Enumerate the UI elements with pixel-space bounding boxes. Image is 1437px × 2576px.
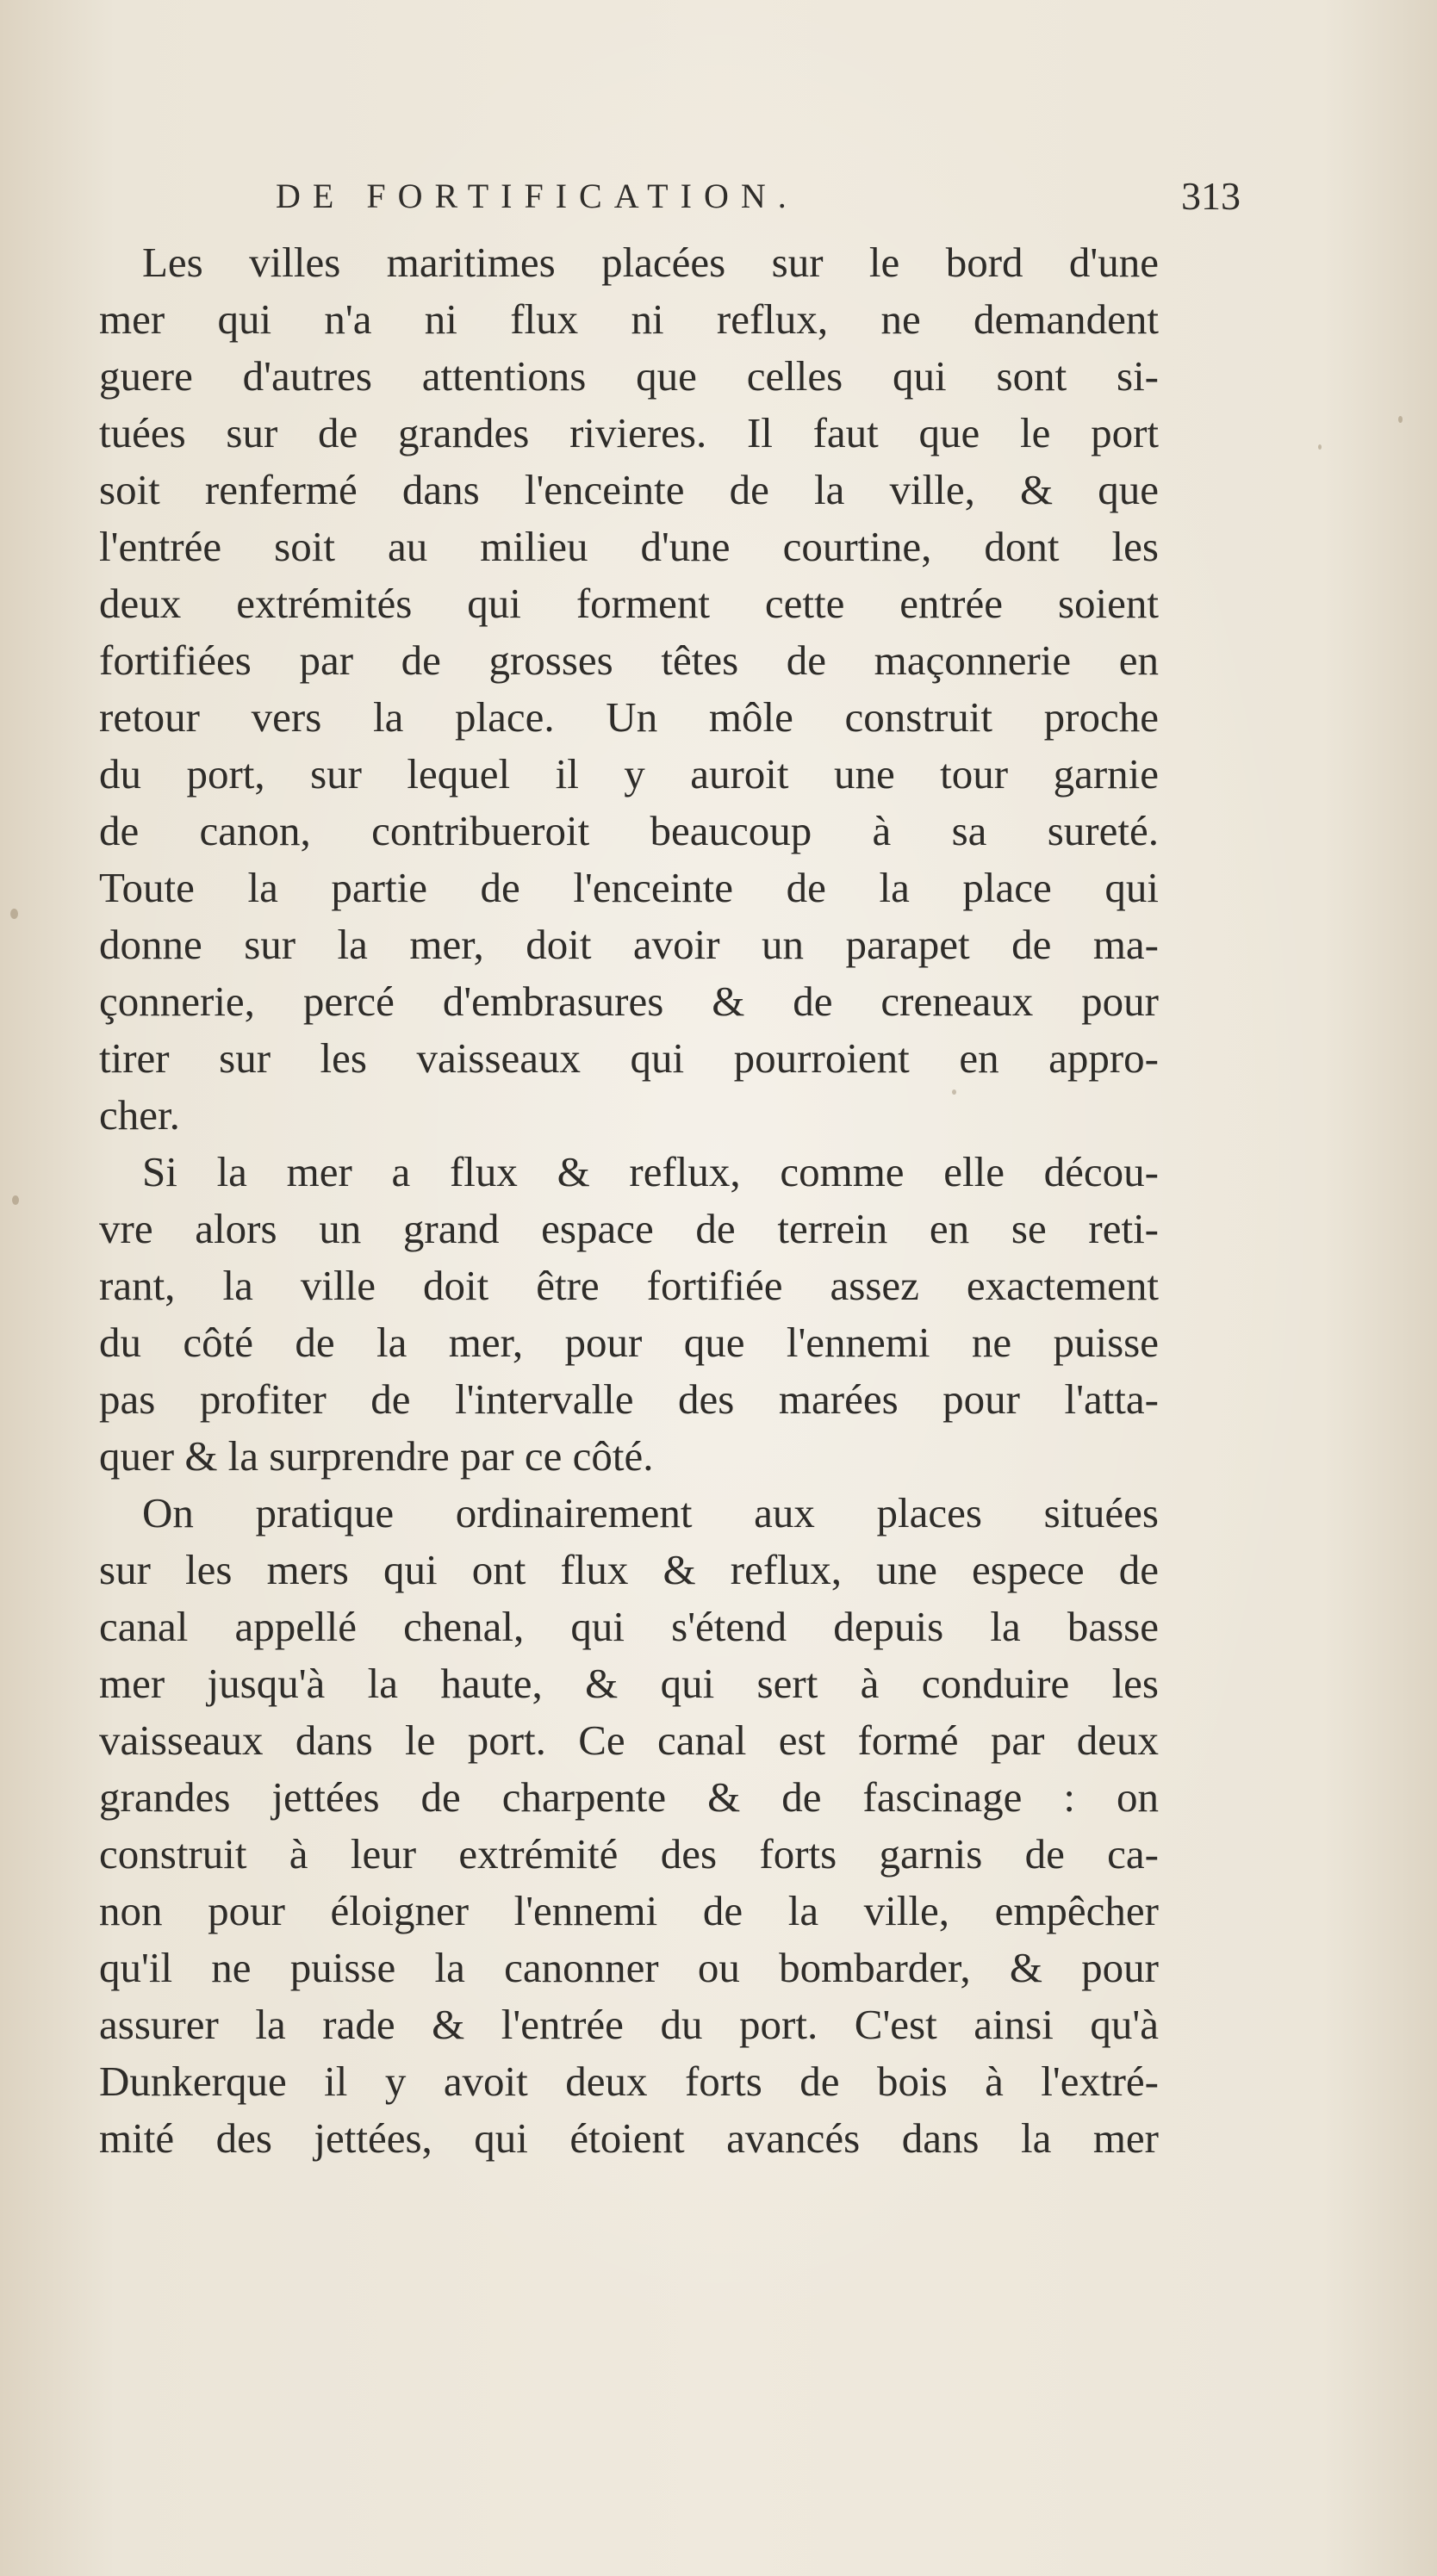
text-line: non pour éloigner l'ennemi de la ville, empêcher xyxy=(99,1887,1159,1934)
text-line: tuées sur de grandes rivieres. Il faut que le port xyxy=(99,409,1159,456)
text-line: Si la mer a flux & reflux, comme elle décou- xyxy=(142,1148,1159,1195)
text-line: du port, sur lequel il y auroit une tour garnie xyxy=(99,750,1159,798)
text-line: canal appellé chenal, qui s'étend depuis la basse xyxy=(99,1603,1159,1650)
text-line: grandes jettées de charpente & de fascinage : on xyxy=(99,1773,1159,1821)
running-title: DE FORTIFICATION. xyxy=(276,177,799,215)
text-line: qu'il ne puisse la canonner ou bombarder, & pour xyxy=(99,1944,1159,1991)
ink-speck xyxy=(1318,444,1322,450)
text-line: du côté de la mer, pour que l'ennemi ne puisse xyxy=(99,1319,1159,1366)
text-line: soit renfermé dans l'enceinte de la ville, & que xyxy=(99,466,1159,513)
ink-speck xyxy=(10,909,18,919)
text-line: rant, la ville doit être fortifiée assez exactement xyxy=(99,1262,1159,1309)
text-line: mer qui n'a ni flux ni reflux, ne demandent xyxy=(99,295,1159,343)
text-line: guere d'autres attentions que celles qui sont si- xyxy=(99,352,1159,400)
ink-speck xyxy=(12,1195,19,1205)
text-line: Toute la partie de l'enceinte de la place qui xyxy=(99,864,1159,911)
text-line: pas profiter de l'intervalle des marées pour l'atta- xyxy=(99,1375,1159,1423)
text-line: de canon, contribueroit beaucoup à sa sureté. xyxy=(99,807,1159,854)
text-line: cher. xyxy=(99,1091,180,1139)
text-line: fortifiées par de grosses têtes de maçonnerie en xyxy=(99,636,1159,684)
text-line: l'entrée soit au milieu d'une courtine, dont les xyxy=(99,523,1159,570)
text-line: On pratique ordinairement aux places situées xyxy=(142,1489,1159,1536)
text-line: vaisseaux dans le port. Ce canal est formé par deux xyxy=(99,1716,1159,1764)
running-head xyxy=(207,171,1241,222)
text-line: vre alors un grand espace de terrein en se reti- xyxy=(99,1205,1159,1252)
text-line: Dunkerque il y avoit deux forts de bois à l'extré- xyxy=(99,2058,1159,2105)
text-line: mité des jettées, qui étoient avancés dans la mer xyxy=(99,2114,1159,2162)
text-line: tirer sur les vaisseaux qui pourroient en appro- xyxy=(99,1034,1159,1082)
text-line: Les villes maritimes placées sur le bord d'une xyxy=(142,239,1159,286)
page-number: 313 xyxy=(1181,174,1241,218)
text-line: retour vers la place. Un môle construit proche xyxy=(99,693,1159,741)
ink-speck xyxy=(1398,416,1403,423)
text-line: construit à leur extrémité des forts garnis de ca- xyxy=(99,1830,1159,1878)
text-line: donne sur la mer, doit avoir un parapet de ma- xyxy=(99,921,1159,968)
text-line: sur les mers qui ont flux & reflux, une espece de xyxy=(99,1546,1159,1593)
text-line: quer & la surprendre par ce côté. xyxy=(99,1432,654,1480)
text-line: assurer la rade & l'entrée du port. C'est ainsi qu'à xyxy=(99,2001,1159,2048)
text-line: çonnerie, percé d'embrasures & de creneaux pour xyxy=(99,978,1159,1025)
text-line: mer jusqu'à la haute, & qui sert à conduire les xyxy=(99,1660,1159,1707)
text-line: deux extrémités qui forment cette entrée soient xyxy=(99,580,1159,627)
